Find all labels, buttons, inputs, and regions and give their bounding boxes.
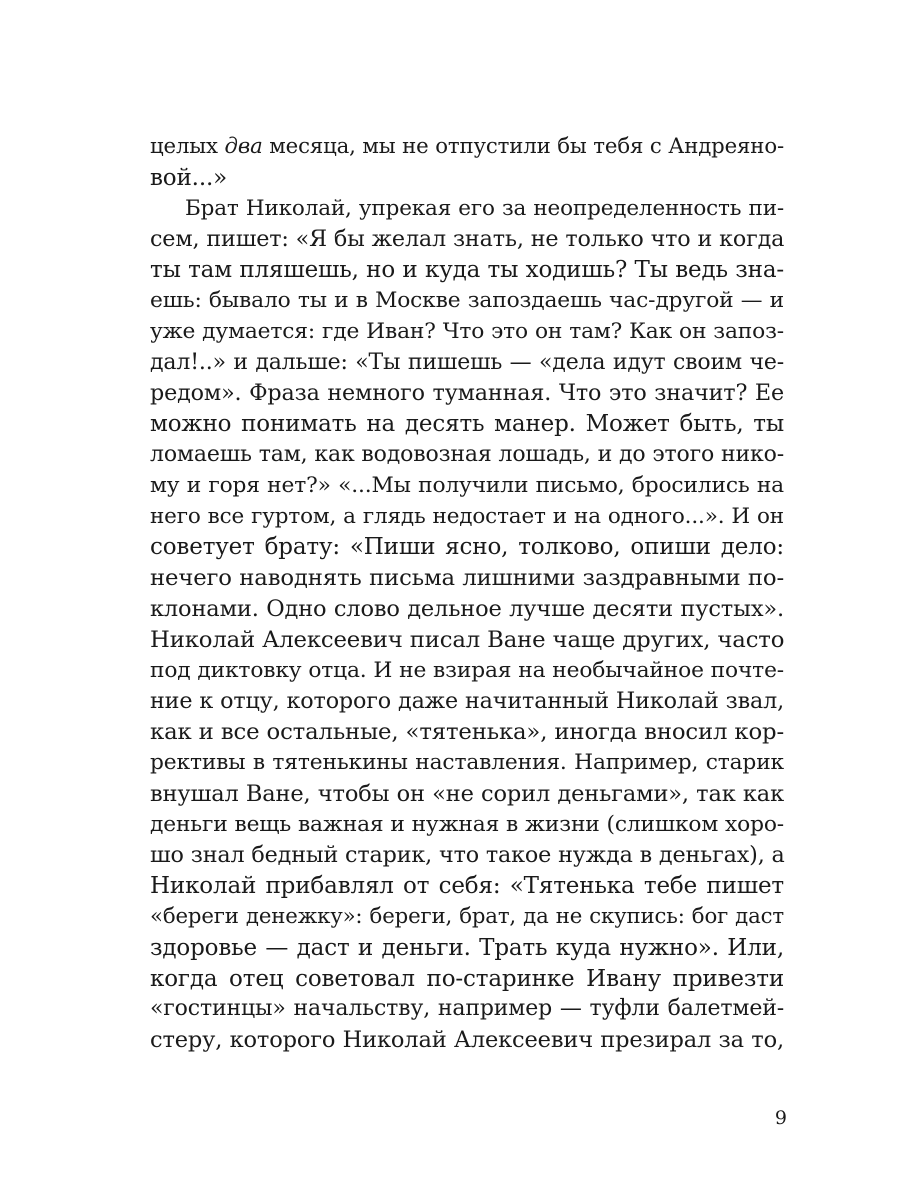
text-line: Николай Алексеевич писал Ване чаще других, часто xyxy=(150,626,785,653)
text-line-1 xyxy=(150,132,784,163)
text-line: как и все остальные, «тятенька», иногда вносил кор- xyxy=(150,719,784,746)
text-line: редом». Фраза немного туманная. Что это значит? Ее xyxy=(150,380,784,407)
text-line: вой...» xyxy=(150,164,228,191)
text-line: стеру, которого Николай Алексеевич презирал за то, xyxy=(150,1027,784,1054)
text-line: здоровье — даст и деньги. Трать куда нужно». Или, xyxy=(150,934,784,961)
text-line: «береги денежку»: береги, брат, да не скупись: бог даст xyxy=(150,903,784,929)
text-line: рективы в тятенькины наставления. Например, старик xyxy=(150,749,784,775)
text-line-1-before: целых xyxy=(150,134,225,159)
text-line: можно понимать на десять манер. Может быть, ты xyxy=(150,411,784,438)
text-line: дал!..» и дальше: «Ты пишешь — «дела идут своим че- xyxy=(150,349,784,375)
text-line: «гостинцы» начальству, например — туфли балетмей- xyxy=(150,996,784,1022)
text-line: му и горя нет?» «...Мы получили письмо, бросились на xyxy=(150,472,784,498)
text-line: ломаешь там, как водовозная лошадь, и до этого нико- xyxy=(150,441,784,467)
text-line: клонами. Одно слово дельное лучше десяти пустых». xyxy=(150,595,784,622)
body-text xyxy=(150,132,784,1056)
text-line: ние к отцу, которого даже начитанный Николай звал, xyxy=(150,688,784,715)
text-line: внушал Ване, чтобы он «не сорил деньгами», так как xyxy=(150,780,784,807)
italic-word: два xyxy=(224,134,263,159)
text-line: под диктовку отца. И не взирая на необычайное почте- xyxy=(150,657,784,683)
page-number: 9 xyxy=(774,1107,787,1129)
text-line: ты там пляшешь, но и куда ты ходишь? Ты ведь зна- xyxy=(150,257,784,284)
text-line: деньги вещь важная и нужная в жизни (слишком хоро- xyxy=(150,811,784,837)
text-line: когда отец советовал по-старинке Ивану привезти xyxy=(150,965,784,992)
text-line-1-after: месяца, мы не отпустили бы тебя с Андреяно- xyxy=(262,134,784,159)
text-line: Николай прибавлял от себя: «Тятенька тебе пишет xyxy=(150,873,784,900)
text-line: шо знал бедный старик, что такое нужда в деньгах), а xyxy=(150,842,785,869)
text-line: него все гуртом, а глядь недостает и на одного...». И он xyxy=(150,503,784,529)
text-line: уже думается: где Иван? Что это он там? Как он запоз- xyxy=(150,318,784,344)
text-line: нечего наводнять письма лишними заздравными по- xyxy=(150,565,784,592)
text-line: ешь: бывало ты и в Москве запоздаешь час-другой — и xyxy=(150,287,784,313)
text-line: советует брату: «Пиши ясно, толково, опиши дело: xyxy=(150,534,784,561)
text-line: сем, пишет: «Я бы желал знать, не только что и когда xyxy=(150,226,785,253)
text-line: Брат Николай, упрекая его за неопределенность пи- xyxy=(185,195,784,221)
